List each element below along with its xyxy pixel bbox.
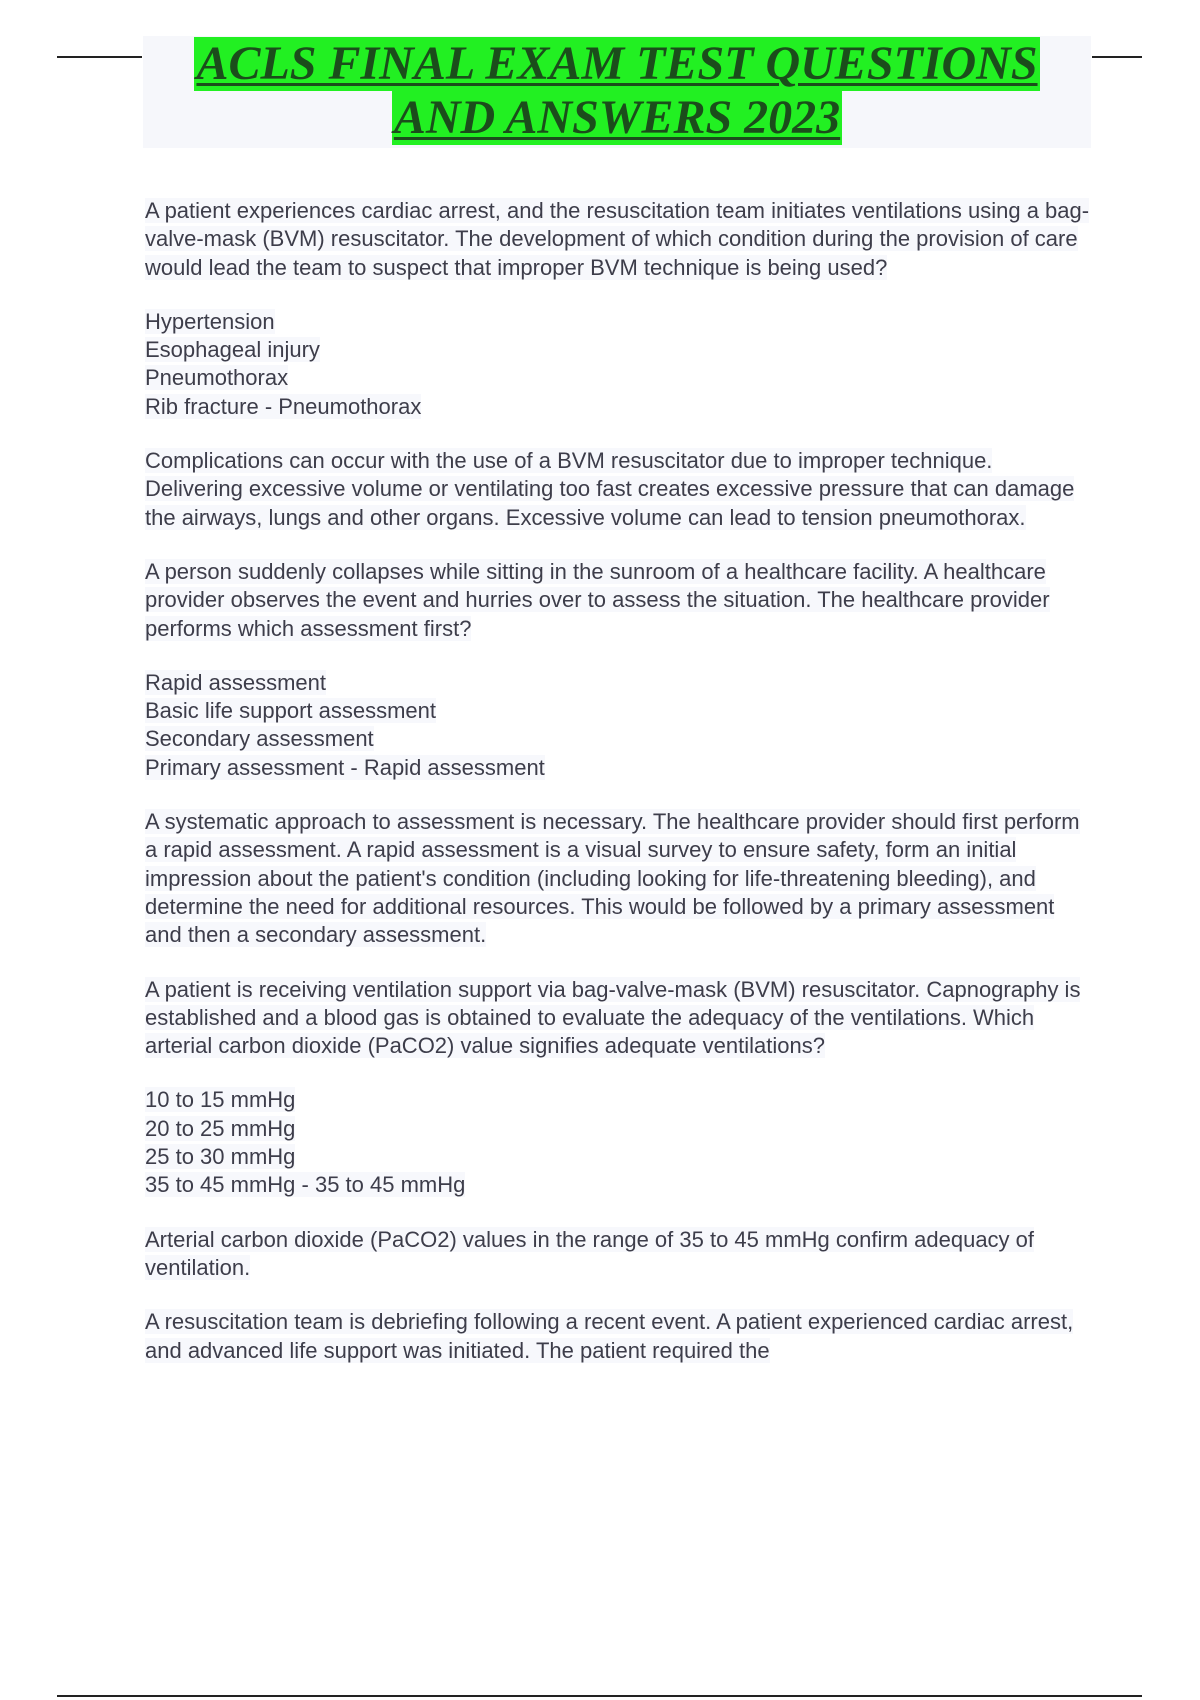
question-text: A patient is receiving ventilation support via bag-valve-mask (BVM) resuscitator. Capnography is established and a blood gas is obtained to evaluate the adequacy of the ventilations. Which arterial carbon dioxide (PaCO2) value signifies adequate ventilations? xyxy=(145,976,1081,1059)
header-rule-right xyxy=(1092,56,1142,58)
document-title xyxy=(143,36,1091,148)
document-body xyxy=(145,197,1095,1391)
question-text: A resuscitation team is debriefing following a recent event. A patient experienced cardiac arrest, and advanced life support was initiated. The patient required the xyxy=(145,1309,1074,1363)
answer-option: Primary assessment - Rapid assessment xyxy=(145,754,545,780)
answer-option: Rib fracture - Pneumothorax xyxy=(145,393,422,419)
answer-explanation: A systematic approach to assessment is necessary. The healthcare provider should first perform a rapid assessment. A rapid assessment is a visual survey to ensure safety, form an initial impression about the patient's condition (including looking for life-threatening bleeding), and determine the need for additional resources. This would be followed by a primary assessment and then a secondary assessment. xyxy=(145,809,1080,948)
answer-option: 10 to 15 mmHg xyxy=(145,1087,296,1113)
answer-option: Esophageal injury xyxy=(145,337,320,363)
header-rule-left xyxy=(57,56,142,58)
question-text: A person suddenly collapses while sitting in the sunroom of a healthcare facility. A healthcare provider observes the event and hurries over to assess the situation. The healthcare provider performs which assessment first? xyxy=(145,558,1050,641)
answer-options xyxy=(145,308,1095,421)
answer-option: Hypertension xyxy=(145,308,275,334)
answer-option: 25 to 30 mmHg xyxy=(145,1144,296,1170)
answer-option: Pneumothorax xyxy=(145,365,289,391)
answer-option: 20 to 25 mmHg xyxy=(145,1115,296,1141)
title-line-2: AND ANSWERS 2023 xyxy=(393,91,841,144)
answer-option: Secondary assessment xyxy=(145,726,374,752)
answer-option: Rapid assessment xyxy=(145,669,326,695)
footer-rule xyxy=(57,1695,1142,1697)
answer-options xyxy=(145,1086,1095,1199)
title-line-1: ACLS FINAL EXAM TEST QUESTIONS xyxy=(196,37,1038,90)
answer-options xyxy=(145,669,1095,782)
answer-explanation: Arterial carbon dioxide (PaCO2) values in the range of 35 to 45 mmHg confirm adequacy of ventilation. xyxy=(145,1226,1035,1280)
answer-option: 35 to 45 mmHg - 35 to 45 mmHg xyxy=(145,1172,466,1198)
question-text: A patient experiences cardiac arrest, and the resuscitation team initiates ventilations using a bag-valve-mask (BVM) resuscitator. The development of which condition during the provision of care would lead the team to suspect that improper BVM technique is being used? xyxy=(145,198,1090,280)
answer-option: Basic life support assessment xyxy=(145,698,437,724)
answer-explanation: Complications can occur with the use of a BVM resuscitator due to improper technique. Delivering excessive volume or ventilating too fast creates excessive pressure that can damage the airways, lungs and other organs. Excessive volume can lead to tension pneumothorax. xyxy=(145,448,1075,530)
